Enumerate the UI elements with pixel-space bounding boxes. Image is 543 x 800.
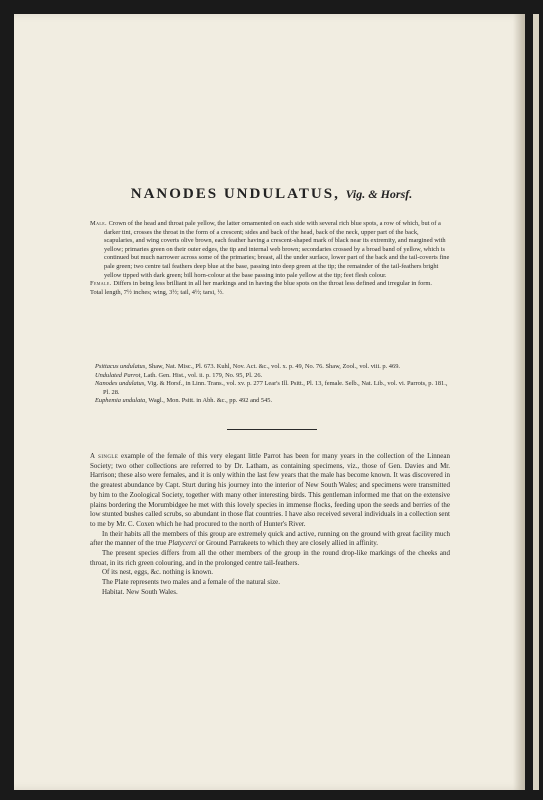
description-block	[90, 220, 450, 297]
male-text: Crown of the head and throat pale yellow, the latter ornamented on each side with several rich blue spots, a row of which, but of a darker tint, crosses the throat in the form of a crescent; sides and back of the head, back of the neck, upper part of the back, scapularies, and wing coverts olive brown, each feather having a crescent-shaped mark of black near its extremity, and margined with yellow; primaries green on their outer edges, the tip and internal web brown; secondaries crossed by a broad band of yellow, which is continued but much narrower across some of the primaries; breast, all the under surface, lower part of the back and the tail-coverts fine pale green; two centre tail feathers deep blue at the base, passing into deep green at the tip; the remainder of the tail-feathers bright yellow tipped with dark green; bill horn-colour at the base passing into pale yellow at the tip; feet flesh colour.	[104, 220, 450, 279]
synonym-name: Euphemia undulata,	[95, 397, 147, 405]
page-title	[0, 186, 543, 203]
body-text	[90, 452, 450, 598]
habitat: Habitat. New South Wales.	[102, 587, 178, 596]
body-p1: example of the female of this very elegant little Parrot has been for many years in the collection of the Linnean Society; two other collections are referred to by Dr. Latham, as containing specimens, viz., those of Gen. Davies and Mr. Harrison; these also were females, and it is only within the last few years that the male has become known. It was discovered in the greatest abundance by Capt. Sturt during his journey into the interior of New South Wales; and specimens were transmitted by him to the Zoological Society, together with many other interesting birds. This gentleman informed me that on the extensive plains bordering the Morumbidgee he met with this lovely species in immense flocks, feeding upon the seeds and berries of the low stunted bushes called scrubs, so abundant in those flat countries. I have also received several individuals in a collection sent to me by Mr. C. Coxen which he had procured to the north of Hunter's River.	[90, 452, 451, 528]
body-paragraph	[90, 530, 450, 549]
synonym-name: Undulated Parrot,	[95, 371, 142, 379]
page-edge	[533, 14, 539, 790]
synonym-ref: Wagl., Mon. Psitt. in Abh. &c., pp. 492 and 545.	[148, 397, 273, 405]
female-description	[90, 280, 450, 289]
body-p2-genus: Platycerci	[168, 539, 197, 548]
synonym-entry	[95, 397, 455, 406]
synonym-ref: Vig. & Horsf., in Linn. Trans., vol. xv. p. 277 Lear's Ill. Psitt., Pl. 13, female. Selb., Nat. Lib., vol. vi. Parrots, p. 181., Pl. 28.	[103, 380, 448, 396]
body-paragraph: The present species differs from all the other members of the group in the round drop-like markings of the cheeks and throat, in its rich green colouring, and in the prolonged centre tail-feathers.	[90, 549, 450, 567]
female-text: Differs in being less brilliant in all her markings and in having the blue spots on the throat less defined and irregular in form.	[113, 280, 432, 288]
page-gutter-shadow	[513, 14, 525, 790]
body-paragraph	[90, 452, 450, 530]
synonym-entry	[95, 380, 455, 397]
title-species: NANODES UNDULATUS,	[130, 186, 340, 202]
title-authority: Vig. & Horsf.	[345, 187, 413, 201]
body-paragraph: Of its nest, eggs, &c. nothing is known.	[102, 568, 214, 577]
male-description	[90, 220, 450, 280]
synonym-ref: Lath. Gen. Hist., vol. ii. p. 179, No. 95, Pl. 26.	[143, 371, 263, 379]
measurements: Total length, 7½ inches; wing, 3½; tail, 4½; tarsi, ½.	[90, 288, 224, 296]
body-lead: A single	[90, 452, 119, 460]
synonym-ref: Shaw, Nat. Misc., Pl. 673. Kuhl, Nov. Act. &c., vol. x. p. 49, No. 76. Shaw, Zool., vol. viii. p. 469.	[148, 363, 400, 370]
body-p2a: In their habits all the members of this group are extremely quick and active, running on the ground with great facility much after the manner of the true	[90, 529, 450, 548]
synonym-entry	[95, 372, 455, 381]
female-label: Female.	[90, 280, 112, 288]
synonymy-block	[95, 363, 455, 406]
synonym-name: Nanodes undulatus,	[95, 380, 146, 388]
synonym-entry	[95, 363, 455, 372]
section-divider	[227, 429, 317, 430]
synonym-name: Psittacus undulatus,	[95, 363, 147, 370]
male-label: Male.	[90, 220, 108, 227]
body-paragraph: The Plate represents two males and a female of the natural size.	[102, 578, 281, 587]
body-p2b: or Ground Parrakeets to which they are closely allied in affinity.	[198, 539, 379, 548]
